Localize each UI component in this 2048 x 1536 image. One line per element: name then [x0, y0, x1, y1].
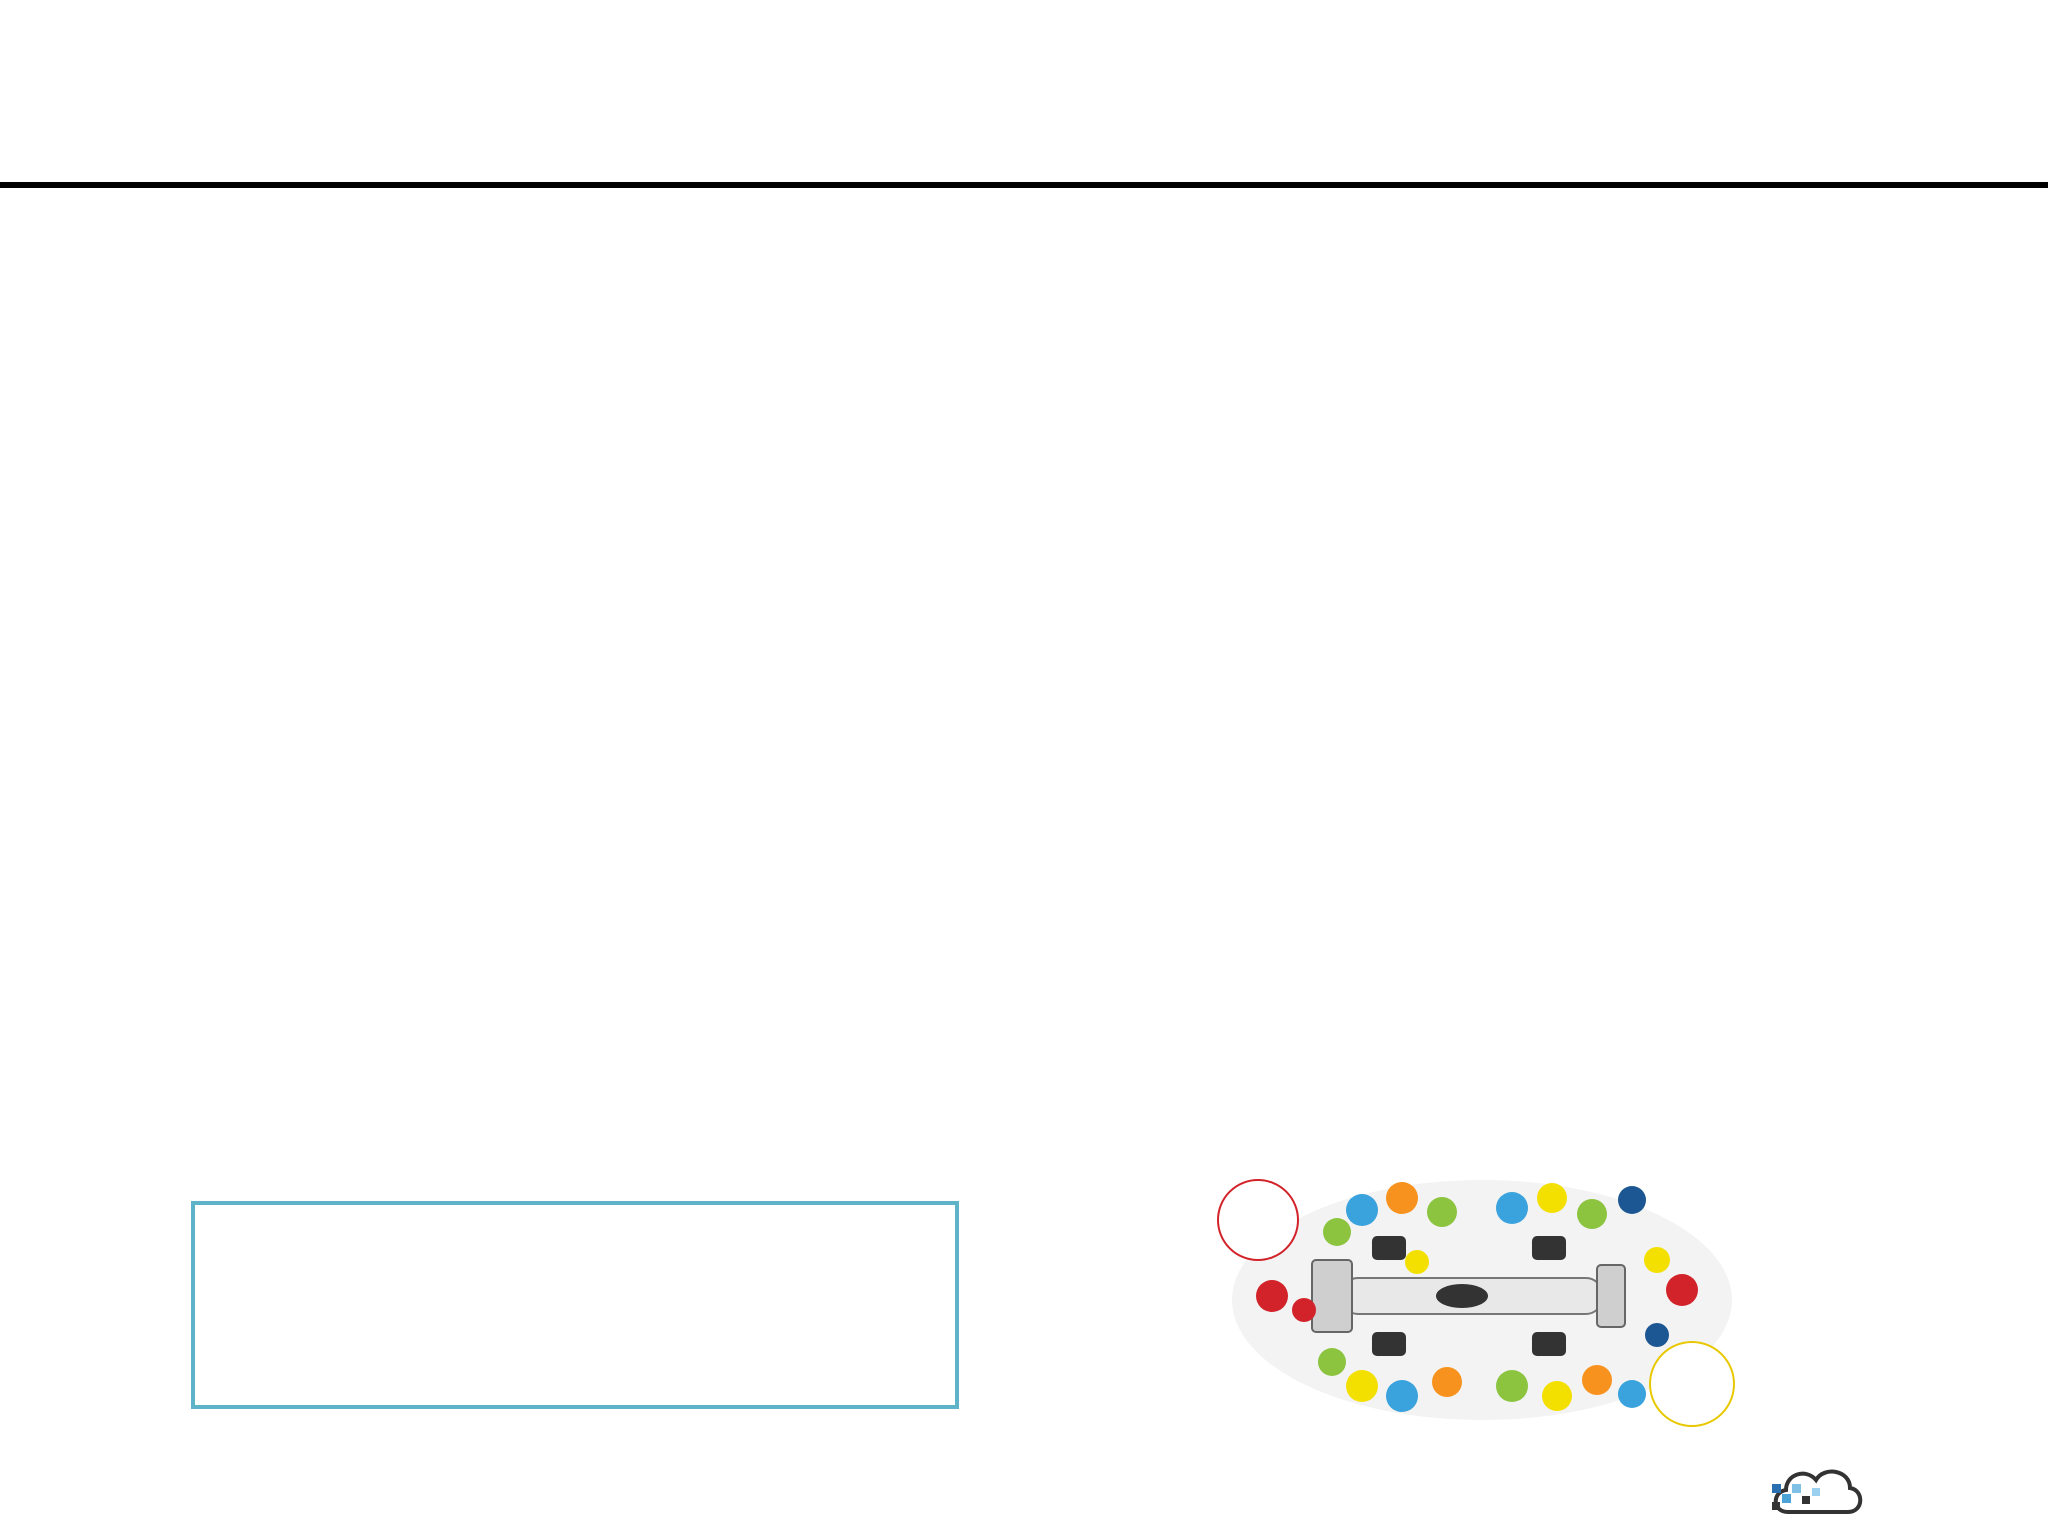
callout-right	[1650, 1342, 1734, 1426]
pit-crew-illustration	[1212, 1150, 1752, 1440]
pit-stop-timeline-chart	[190, 215, 1810, 565]
callout-left	[1218, 1180, 1298, 1260]
title-divider	[0, 182, 2048, 188]
key-facts-box	[191, 1201, 959, 1409]
rescale-cloud-logo-icon	[1766, 1454, 1866, 1524]
